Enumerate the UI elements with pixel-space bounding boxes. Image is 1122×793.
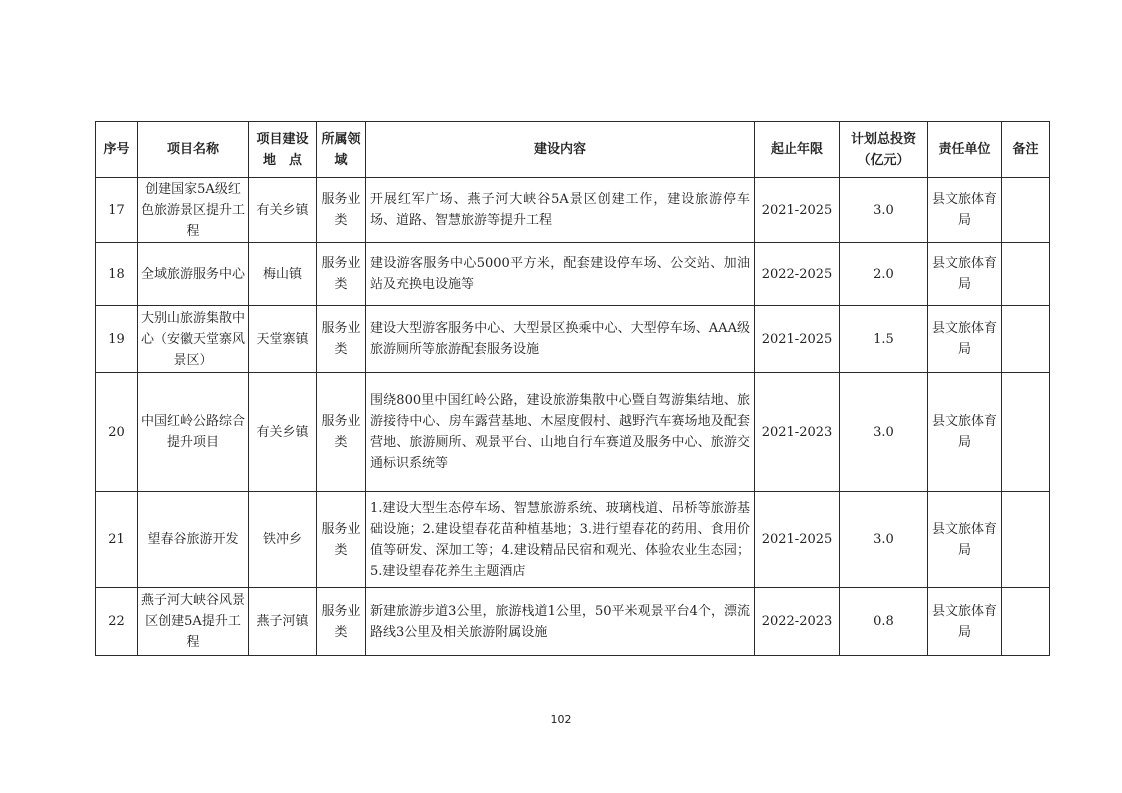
cell-investment: 3.0 (840, 178, 928, 243)
cell-seq: 20 (96, 373, 138, 492)
cell-period: 2021-2025 (755, 306, 840, 373)
cell-name: 大别山旅游集散中心（安徽天堂寨风景区） (138, 306, 249, 373)
cell-content: 围绕800里中国红岭公路，建设旅游集散中心暨自驾游集结地、旅游接待中心、房车露营基地、木屋度假村、越野汽车赛场地及配套营地、旅游厕所、观景平台、山地自行车赛道及服务中心、旅游交通标识系统等 (366, 373, 755, 492)
cell-seq: 18 (96, 243, 138, 306)
cell-unit: 县文旅体育局 (928, 306, 1002, 373)
cell-remark (1002, 306, 1050, 373)
cell-content: 建设大型游客服务中心、大型景区换乘中心、大型停车场、AAA级旅游厕所等旅游配套服务设施 (366, 306, 755, 373)
cell-investment: 2.0 (840, 243, 928, 306)
cell-location: 天堂寨镇 (249, 306, 317, 373)
cell-name: 燕子河大峡谷风景区创建5A提升工程 (138, 588, 249, 656)
cell-field: 服务业类 (317, 373, 366, 492)
cell-seq: 17 (96, 178, 138, 243)
table-row (96, 588, 1050, 656)
cell-location: 铁冲乡 (249, 492, 317, 588)
cell-location: 有关乡镇 (249, 373, 317, 492)
cell-field: 服务业类 (317, 243, 366, 306)
cell-field: 服务业类 (317, 306, 366, 373)
page-number: 102 (550, 713, 572, 726)
cell-name: 全域旅游服务中心 (138, 243, 249, 306)
cell-seq: 22 (96, 588, 138, 656)
cell-period: 2021-2025 (755, 178, 840, 243)
table-row (96, 492, 1050, 588)
header-unit: 责任单位 (928, 122, 1002, 178)
cell-investment: 3.0 (840, 492, 928, 588)
cell-unit: 县文旅体育局 (928, 588, 1002, 656)
cell-name: 望春谷旅游开发 (138, 492, 249, 588)
header-remark: 备注 (1002, 122, 1050, 178)
cell-field: 服务业类 (317, 178, 366, 243)
cell-field: 服务业类 (317, 588, 366, 656)
cell-content: 新建旅游步道3公里，旅游栈道1公里，50平米观景平台4个，漂流路线3公里及相关旅游附属设施 (366, 588, 755, 656)
table-row (96, 178, 1050, 243)
cell-content: 建设游客服务中心5000平方米，配套建设停车场、公交站、加油站及充换电设施等 (366, 243, 755, 306)
cell-name: 创建国家5A级红色旅游景区提升工程 (138, 178, 249, 243)
cell-period: 2021-2025 (755, 492, 840, 588)
cell-location: 梅山镇 (249, 243, 317, 306)
cell-content: 1.建设大型生态停车场、智慧旅游系统、玻璃栈道、吊桥等旅游基础设施；2.建设望春花苗种植基地；3.进行望春花的药用、食用价值等研发、深加工等；4.建设精品民宿和观光、体验农业生态园；5.建设望春花养生主题酒店 (366, 492, 755, 588)
table-row (96, 243, 1050, 306)
cell-unit: 县文旅体育局 (928, 373, 1002, 492)
cell-investment: 1.5 (840, 306, 928, 373)
header-location: 项目建设地 点 (249, 122, 317, 178)
cell-unit: 县文旅体育局 (928, 178, 1002, 243)
header-seq: 序号 (96, 122, 138, 178)
table-row (96, 373, 1050, 492)
table-header-row (96, 122, 1050, 178)
cell-location: 有关乡镇 (249, 178, 317, 243)
cell-remark (1002, 373, 1050, 492)
header-name: 项目名称 (138, 122, 249, 178)
cell-period: 2022-2025 (755, 243, 840, 306)
cell-remark (1002, 243, 1050, 306)
cell-period: 2021-2023 (755, 373, 840, 492)
cell-investment: 3.0 (840, 373, 928, 492)
table-row (96, 306, 1050, 373)
cell-remark (1002, 492, 1050, 588)
header-investment: 计划总投资（亿元） (840, 122, 928, 178)
cell-seq: 21 (96, 492, 138, 588)
cell-content: 开展红军广场、燕子河大峡谷5A景区创建工作，建设旅游停车场、道路、智慧旅游等提升工程 (366, 178, 755, 243)
cell-name: 中国红岭公路综合提升项目 (138, 373, 249, 492)
cell-location: 燕子河镇 (249, 588, 317, 656)
header-content: 建设内容 (366, 122, 755, 178)
project-table (95, 121, 1050, 656)
cell-investment: 0.8 (840, 588, 928, 656)
header-period: 起止年限 (755, 122, 840, 178)
cell-unit: 县文旅体育局 (928, 492, 1002, 588)
header-field: 所属领域 (317, 122, 366, 178)
cell-field: 服务业类 (317, 492, 366, 588)
cell-seq: 19 (96, 306, 138, 373)
cell-remark (1002, 588, 1050, 656)
cell-remark (1002, 178, 1050, 243)
cell-period: 2022-2023 (755, 588, 840, 656)
cell-unit: 县文旅体育局 (928, 243, 1002, 306)
